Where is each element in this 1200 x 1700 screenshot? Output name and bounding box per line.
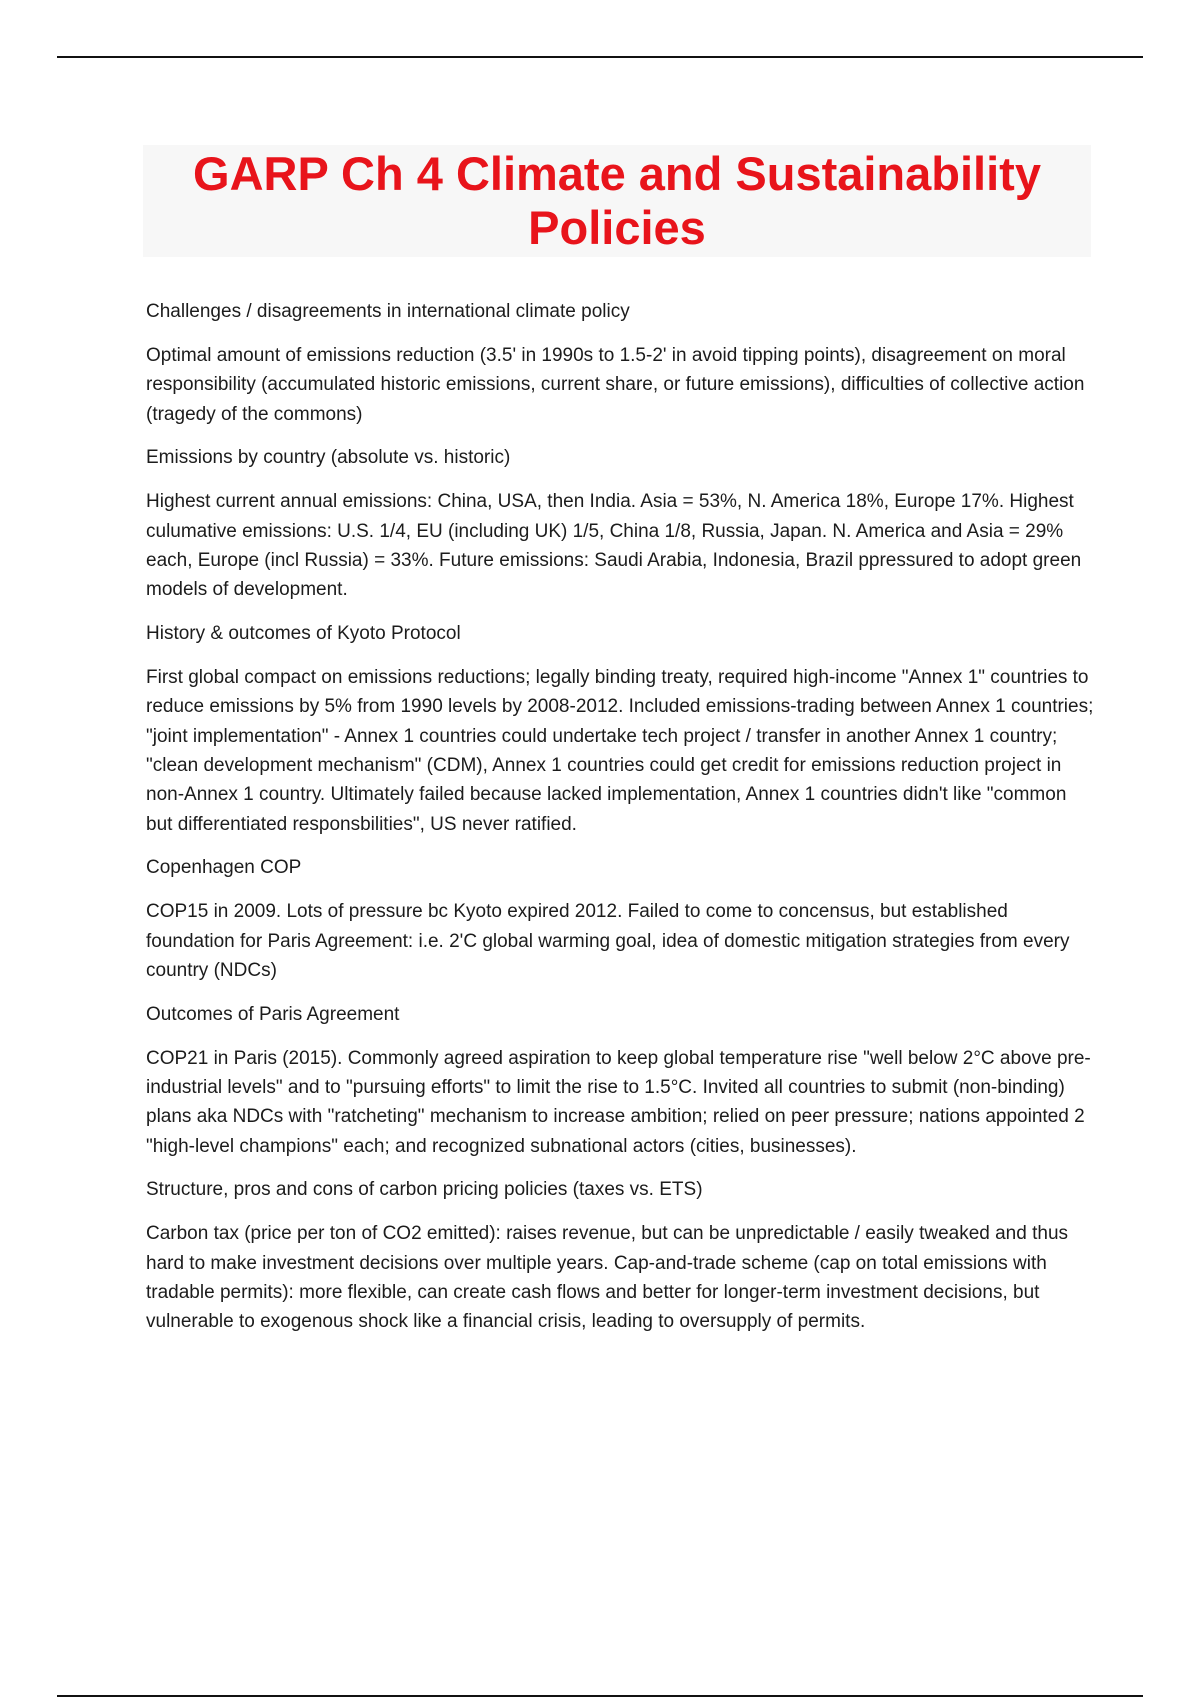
top-rule [57, 56, 1143, 58]
card-question: Outcomes of Paris Agreement [146, 1003, 400, 1025]
card-6 [146, 1175, 1096, 1337]
card-answer: Highest current annual emissions: China, USA, then India. Asia = 53%, N. America 18%, Europe 17%. Highest culumative emissions: U.S. 1/4, EU (including UK) 1/5, China 1/8, Russia, Japan. N. America and Asia = 29% each, Europe (incl Russia) = 33%. Future emissions: Saudi Arabia, Indonesia, Brazil ppressured to adopt green models of development. [146, 491, 1082, 601]
card-4 [146, 853, 1096, 985]
card-question: Emissions by country (absolute vs. historic) [146, 447, 511, 469]
card-5 [146, 1000, 1096, 1162]
card-3 [146, 619, 1096, 839]
document-title: GARP Ch 4 Climate and Sustainability Policies [193, 147, 1041, 254]
card-question: Copenhagen COP [146, 857, 302, 879]
bottom-rule [57, 1695, 1143, 1697]
card-1 [146, 297, 1096, 429]
card-answer: COP21 in Paris (2015). Commonly agreed aspiration to keep global temperature rise "well below 2°C above pre-industrial levels" and to "pursuing efforts" to limit the rise to 1.5°C. Invited all countries to submit (non-binding) plans aka NDCs with "ratcheting" mechanism to increase ambition; relied on peer pressure; nations appointed 2 "high-level champions" each; and recognized subnational actors (cities, businesses). [146, 1047, 1091, 1157]
card-answer: Optimal amount of emissions reduction (3.5' in 1990s to 1.5-2' in avoid tipping points), disagreement on moral responsibility (accumulated historic emissions, current share, or future emissions), difficulties of collective action (tragedy of the commons) [146, 345, 1085, 425]
card-question: Structure, pros and cons of carbon pricing policies (taxes vs. ETS) [146, 1179, 703, 1201]
document-body [146, 297, 1096, 1351]
card-answer: Carbon tax (price per ton of CO2 emitted): raises revenue, but can be unpredictable / easily tweaked and thus hard to make investment decisions over multiple years. Cap-and-trade scheme (cap on total emissions with tradable permits): more flexible, can create cash flows and better for longer-term investment decisions, but vulnerable to exogenous shock like a financial crisis, leading to oversupply of permits. [146, 1223, 1069, 1333]
card-answer: First global compact on emissions reductions; legally binding treaty, required high-income "Annex 1" countries to reduce emissions by 5% from 1990 levels by 2008-2012. Included emissions-trading between Annex 1 countries; "joint implementation" - Annex 1 countries could undertake tech project / transfer in another Annex 1 country; "clean development mechanism" (CDM), Annex 1 countries could get credit for emissions reduction project in non-Annex 1 country. Ultimately failed because lacked implementation, Annex 1 countries didn't like "common but differentiated responsbilities", US never ratified. [146, 666, 1094, 835]
card-question: History & outcomes of Kyoto Protocol [146, 622, 461, 644]
card-2 [146, 443, 1096, 605]
card-answer: COP15 in 2009. Lots of pressure bc Kyoto expired 2012. Failed to come to concensus, but established foundation for Paris Agreement: i.e. 2'C global warming goal, idea of domestic mitigation strategies from every country (NDCs) [146, 901, 1070, 982]
card-question: Challenges / disagreements in international climate policy [146, 301, 630, 322]
title-banner [143, 145, 1091, 257]
